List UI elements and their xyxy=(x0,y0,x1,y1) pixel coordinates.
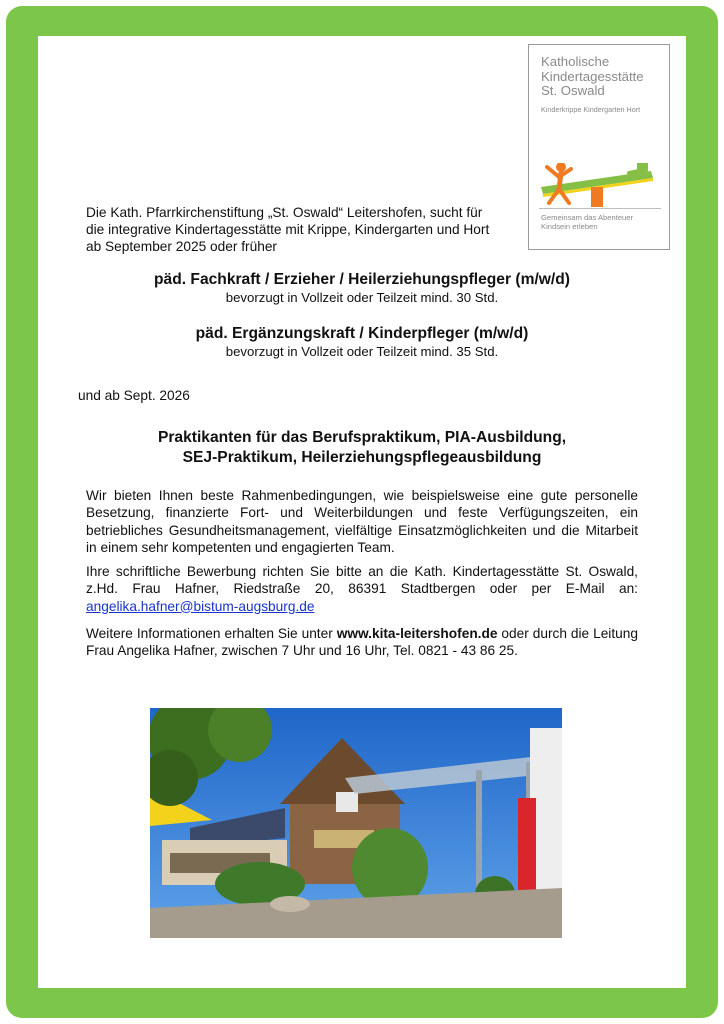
children-seesaw-icon xyxy=(539,163,661,207)
offer-paragraph: Wir bieten Ihnen beste Rahmenbedingungen, wie beispielsweise eine gute personelle Besetzung, finanzierte Fort- und Weiterbildungen und feste Verfügungszeiten, ein betriebliches Gesundheitsmanagement, vielfältige Einsatzmöglichkeiten und die Mitarbeit in einem sehr kompetenten und engagierten Team. xyxy=(86,488,638,555)
job-hours: bevorzugt in Vollzeit oder Teilzeit mind. 35 Std. xyxy=(225,344,499,359)
application-paragraph: Ihre schriftliche Bewerbung richten Sie bitte an die Kath. Kindertagesstätte St. Oswald, z.Hd. Frau Hafner, Riedstraße 20, 86391 Stadtbergen oder per E-Mail an: angelika.hafner@bistum-augsburg.de xyxy=(86,564,638,614)
job-offer-1 xyxy=(38,270,686,306)
building-photo-illustration xyxy=(150,708,562,938)
logo-slogan: Gemeinsam das Abenteuer Kindsein erleben xyxy=(541,213,634,231)
job-title: päd. Fachkraft / Erzieher / Heilerziehungspfleger (m/w/d) xyxy=(154,271,570,288)
logo-subtitle: Kinderkrippe Kindergarten Hort xyxy=(541,105,641,114)
email-link[interactable]: angelika.hafner@bistum-augsburg.de xyxy=(86,598,315,614)
job-title: päd. Ergänzungskraft / Kinderpfleger (m/w/d) xyxy=(195,325,529,342)
internship-title: Praktikanten für das Berufspraktikum, PIA-Ausbildung, SEJ-Praktikum, Heilerziehungspflegeausbildung xyxy=(157,429,567,466)
logo-divider xyxy=(539,208,661,209)
kita-logo xyxy=(528,44,670,250)
logo-title: Katholische Kindertagesstätte St. Oswald xyxy=(541,54,644,98)
info-paragraph: Weitere Informationen erhalten Sie unter www.kita-leitershofen.de oder durch die Leitung Frau Angelika Hafner, zwischen 7 Uhr und 16 Uhr, Tel. 0821 - 43 86 25. xyxy=(86,626,638,659)
since-2026-text: und ab Sept. 2026 xyxy=(78,388,190,403)
intro-text: Die Kath. Pfarrkirchenstiftung „St. Oswald“ Leitershofen, sucht für die integrative Kindertagesstätte mit Krippe, Kindergarten und Hort ab September 2025 oder früher xyxy=(86,205,490,254)
website-link[interactable]: www.kita-leitershofen.de xyxy=(336,626,498,641)
job-offer-2 xyxy=(38,324,686,360)
kindergarten-building-photo xyxy=(150,708,562,938)
job-hours: bevorzugt in Vollzeit oder Teilzeit mind. 30 Std. xyxy=(225,290,499,305)
